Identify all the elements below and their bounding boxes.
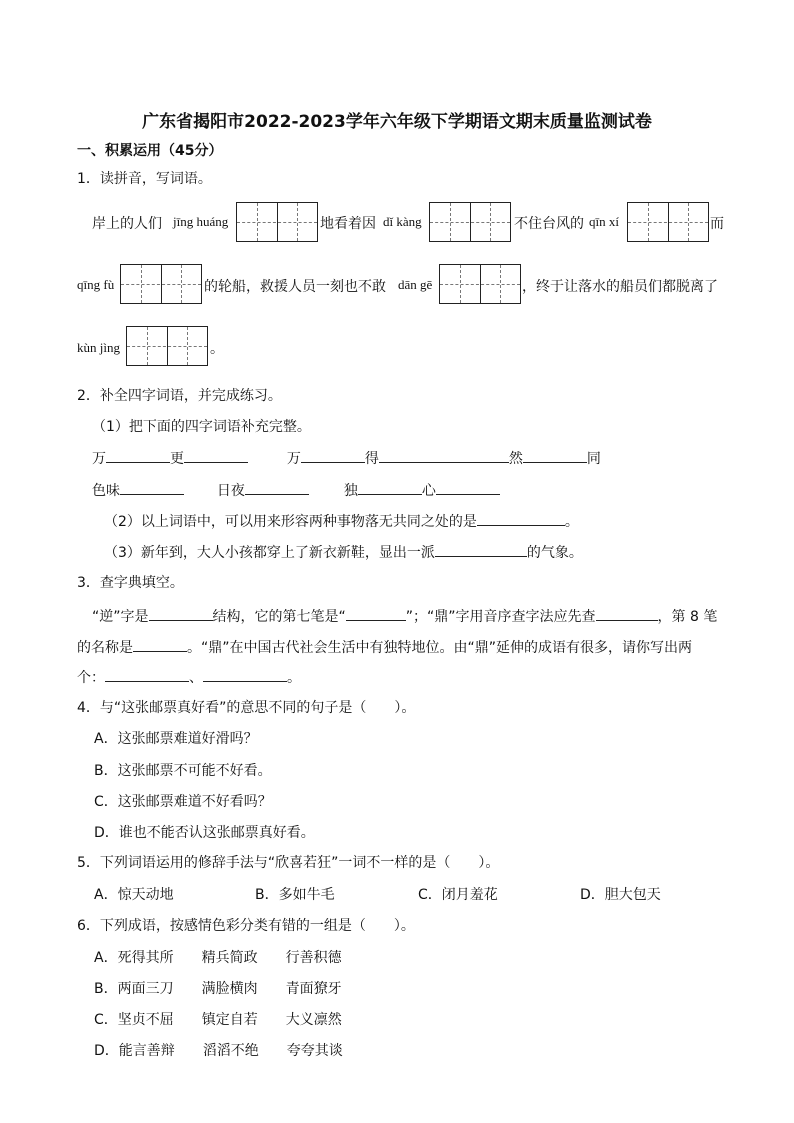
blank-line[interactable]	[435, 541, 527, 557]
blank-line[interactable]	[477, 510, 565, 526]
document-title: 广东省揭阳市2022-2023学年六年级下学期语文期末质量监测试卷	[142, 112, 652, 132]
idiom: A．死得其所	[94, 950, 174, 966]
option-c[interactable]: C．闭月羞花	[418, 887, 498, 903]
q1-text: ，终于让落水的船员们都脱离了	[522, 279, 718, 295]
option-b[interactable]	[94, 978, 342, 998]
q6-prompt: 6．下列成语，按感情色彩分类有错的一组是（ ）。	[77, 918, 415, 934]
idiom: 青面獠牙	[285, 981, 342, 997]
option-d[interactable]: D．胆大包天	[580, 887, 661, 903]
q2-sub3-text: （3）新年到，大人小孩都穿上了新衣新鞋，显出一派	[104, 545, 435, 561]
q2-sub2-end: 。	[564, 514, 579, 530]
blank-line[interactable]	[346, 605, 406, 621]
blank-line[interactable]	[523, 447, 587, 463]
option-d[interactable]	[94, 1040, 343, 1060]
answer-box[interactable]	[126, 326, 208, 366]
section-heading: 一、积累运用（45分）	[77, 143, 223, 159]
blank-line[interactable]	[203, 666, 287, 682]
answer-box[interactable]	[120, 264, 202, 304]
q3-line3	[77, 666, 301, 687]
blank-line[interactable]	[106, 447, 170, 463]
option-a[interactable]: A．这张邮票难道好滑吗？	[94, 731, 258, 747]
option-c[interactable]	[94, 1009, 342, 1029]
idiom-row	[92, 447, 601, 468]
pinyin: qīng fù	[77, 277, 115, 292]
option-b[interactable]: B．多如牛毛	[255, 887, 335, 903]
q2-sub1: （1）把下面的四字词语补充完整。	[92, 419, 311, 435]
q1-prompt: 1．读拼音，写词语。	[77, 171, 212, 187]
idiom-char: 得	[364, 451, 379, 467]
pinyin: kùn jìng	[77, 340, 120, 355]
q3-line1	[92, 605, 717, 626]
q1-text: 而	[710, 216, 724, 232]
idiom-char: 心	[421, 483, 436, 499]
answer-box[interactable]	[236, 202, 318, 242]
answer-box[interactable]	[627, 202, 709, 242]
q2-sub3	[104, 541, 583, 562]
option-b[interactable]: B．这张邮票不可能不好看。	[94, 763, 272, 779]
q3-text: 、	[189, 670, 203, 686]
blank-line[interactable]	[596, 605, 658, 621]
q3-text: ，第 8 笔	[657, 609, 718, 625]
q1-text: 的轮船，救援人员一刻也不敢	[204, 279, 386, 295]
idiom-char: 万	[92, 451, 106, 467]
q2-prompt: 2．补全四字词语，并完成练习。	[77, 388, 282, 404]
blank-line[interactable]	[149, 605, 213, 621]
q3-prompt: 3．查字典填空。	[77, 575, 184, 591]
blank-line[interactable]	[245, 479, 309, 495]
idiom: 滔滔不绝	[202, 1043, 259, 1059]
idiom-char: 色味	[92, 483, 120, 499]
blank-line[interactable]	[379, 447, 509, 463]
q3-text: 个：	[77, 670, 105, 686]
idiom-char: 日夜	[216, 483, 245, 499]
idiom: 镇定自若	[201, 1012, 258, 1028]
pinyin: dān gē	[398, 277, 433, 292]
blank-line[interactable]	[184, 447, 248, 463]
blank-line[interactable]	[105, 666, 189, 682]
blank-line[interactable]	[120, 479, 184, 495]
idiom: D．能言善辩	[94, 1043, 175, 1059]
option-d[interactable]: D．谁也不能否认这张邮票真好看。	[94, 825, 315, 841]
option-c[interactable]: C．这张邮票难道不好看吗？	[94, 794, 272, 810]
q2-sub2	[104, 510, 579, 531]
idiom-char: 万	[286, 451, 301, 467]
option-a[interactable]	[94, 947, 342, 967]
option-a[interactable]: A．惊天动地	[94, 887, 174, 903]
idiom: 行善积德	[285, 950, 342, 966]
answer-box[interactable]	[429, 202, 511, 242]
q1-text: 。	[210, 341, 224, 357]
idiom: 满脸横肉	[201, 981, 258, 997]
q1-text: 不住台风的	[514, 216, 584, 232]
idiom: 精兵简政	[201, 950, 258, 966]
q1-text: 岸上的人们	[92, 216, 162, 232]
q3-text: 结构，它的第七笔是“	[212, 609, 346, 625]
idiom: 大义凛然	[285, 1012, 342, 1028]
q3-line2	[77, 636, 692, 657]
idiom-char: 然	[508, 451, 523, 467]
idiom: 夸夸其谈	[286, 1043, 343, 1059]
q1-text: 地看着因	[320, 216, 376, 232]
idiom-char: 同	[586, 451, 601, 467]
pinyin: dǐ kàng	[383, 214, 422, 229]
idiom: C．坚贞不屈	[94, 1012, 174, 1028]
pinyin: qīn xí	[589, 214, 619, 229]
q3-text: 的名称是	[77, 640, 133, 656]
blank-line[interactable]	[301, 447, 365, 463]
idiom: B．两面三刀	[94, 981, 174, 997]
q2-sub2-text: （2）以上词语中，可以用来形容两种事物落无共同之处的是	[104, 514, 477, 530]
idiom-char: 更	[170, 451, 184, 467]
q5-prompt: 5．下列词语运用的修辞手法与“欣喜若狂”一词不一样的是（ ）。	[77, 855, 500, 871]
q3-text: ”；“鼎”字用音序查字法应先查	[405, 609, 596, 625]
blank-line[interactable]	[436, 479, 500, 495]
blank-line[interactable]	[133, 636, 187, 652]
idiom-char: 独	[343, 483, 358, 499]
idiom-row	[92, 479, 500, 500]
answer-box[interactable]	[439, 264, 521, 304]
pinyin: jīng huáng	[173, 214, 229, 229]
q3-text: 。	[287, 670, 301, 686]
q3-text: “逆”字是	[92, 609, 149, 625]
q4-prompt: 4．与“这张邮票真好看”的意思不同的句子是（ ）。	[77, 700, 416, 716]
q3-text: 。“鼎”在中国古代社会生活中有独特地位。由“鼎”延伸的成语有很多，请你写出两	[187, 640, 693, 656]
q2-sub3-end: 的气象。	[526, 545, 583, 561]
blank-line[interactable]	[358, 479, 422, 495]
